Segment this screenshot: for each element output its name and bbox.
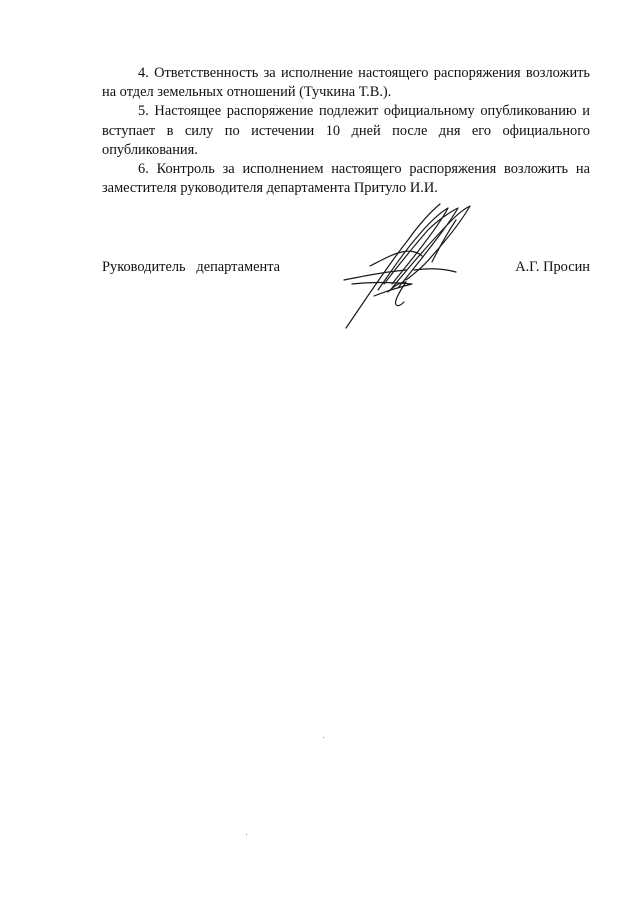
paragraph-item-6: 6. Контроль за исполнением настоящего распоряжения возложить на заместителя руководителя департамента Притуло И.И. [102, 161, 590, 197]
paragraph-item-5: 5. Настоящее распоряжение подлежит официальному опубликованию и вступает в силу по истечении 10 дней после дня его официального опубликования. [102, 103, 590, 158]
paragraph-item-4: 4. Ответственность за исполнение настоящего распоряжения возложить на отдел земельных отношений (Тучкина Т.В.). [102, 65, 590, 101]
signature-position-title: Руководитель департамента [102, 259, 281, 275]
scan-speck [246, 834, 247, 835]
signer-name: А.Г. Просин [515, 259, 590, 275]
scan-speck [323, 737, 324, 738]
handwritten-signature-icon [330, 196, 480, 336]
